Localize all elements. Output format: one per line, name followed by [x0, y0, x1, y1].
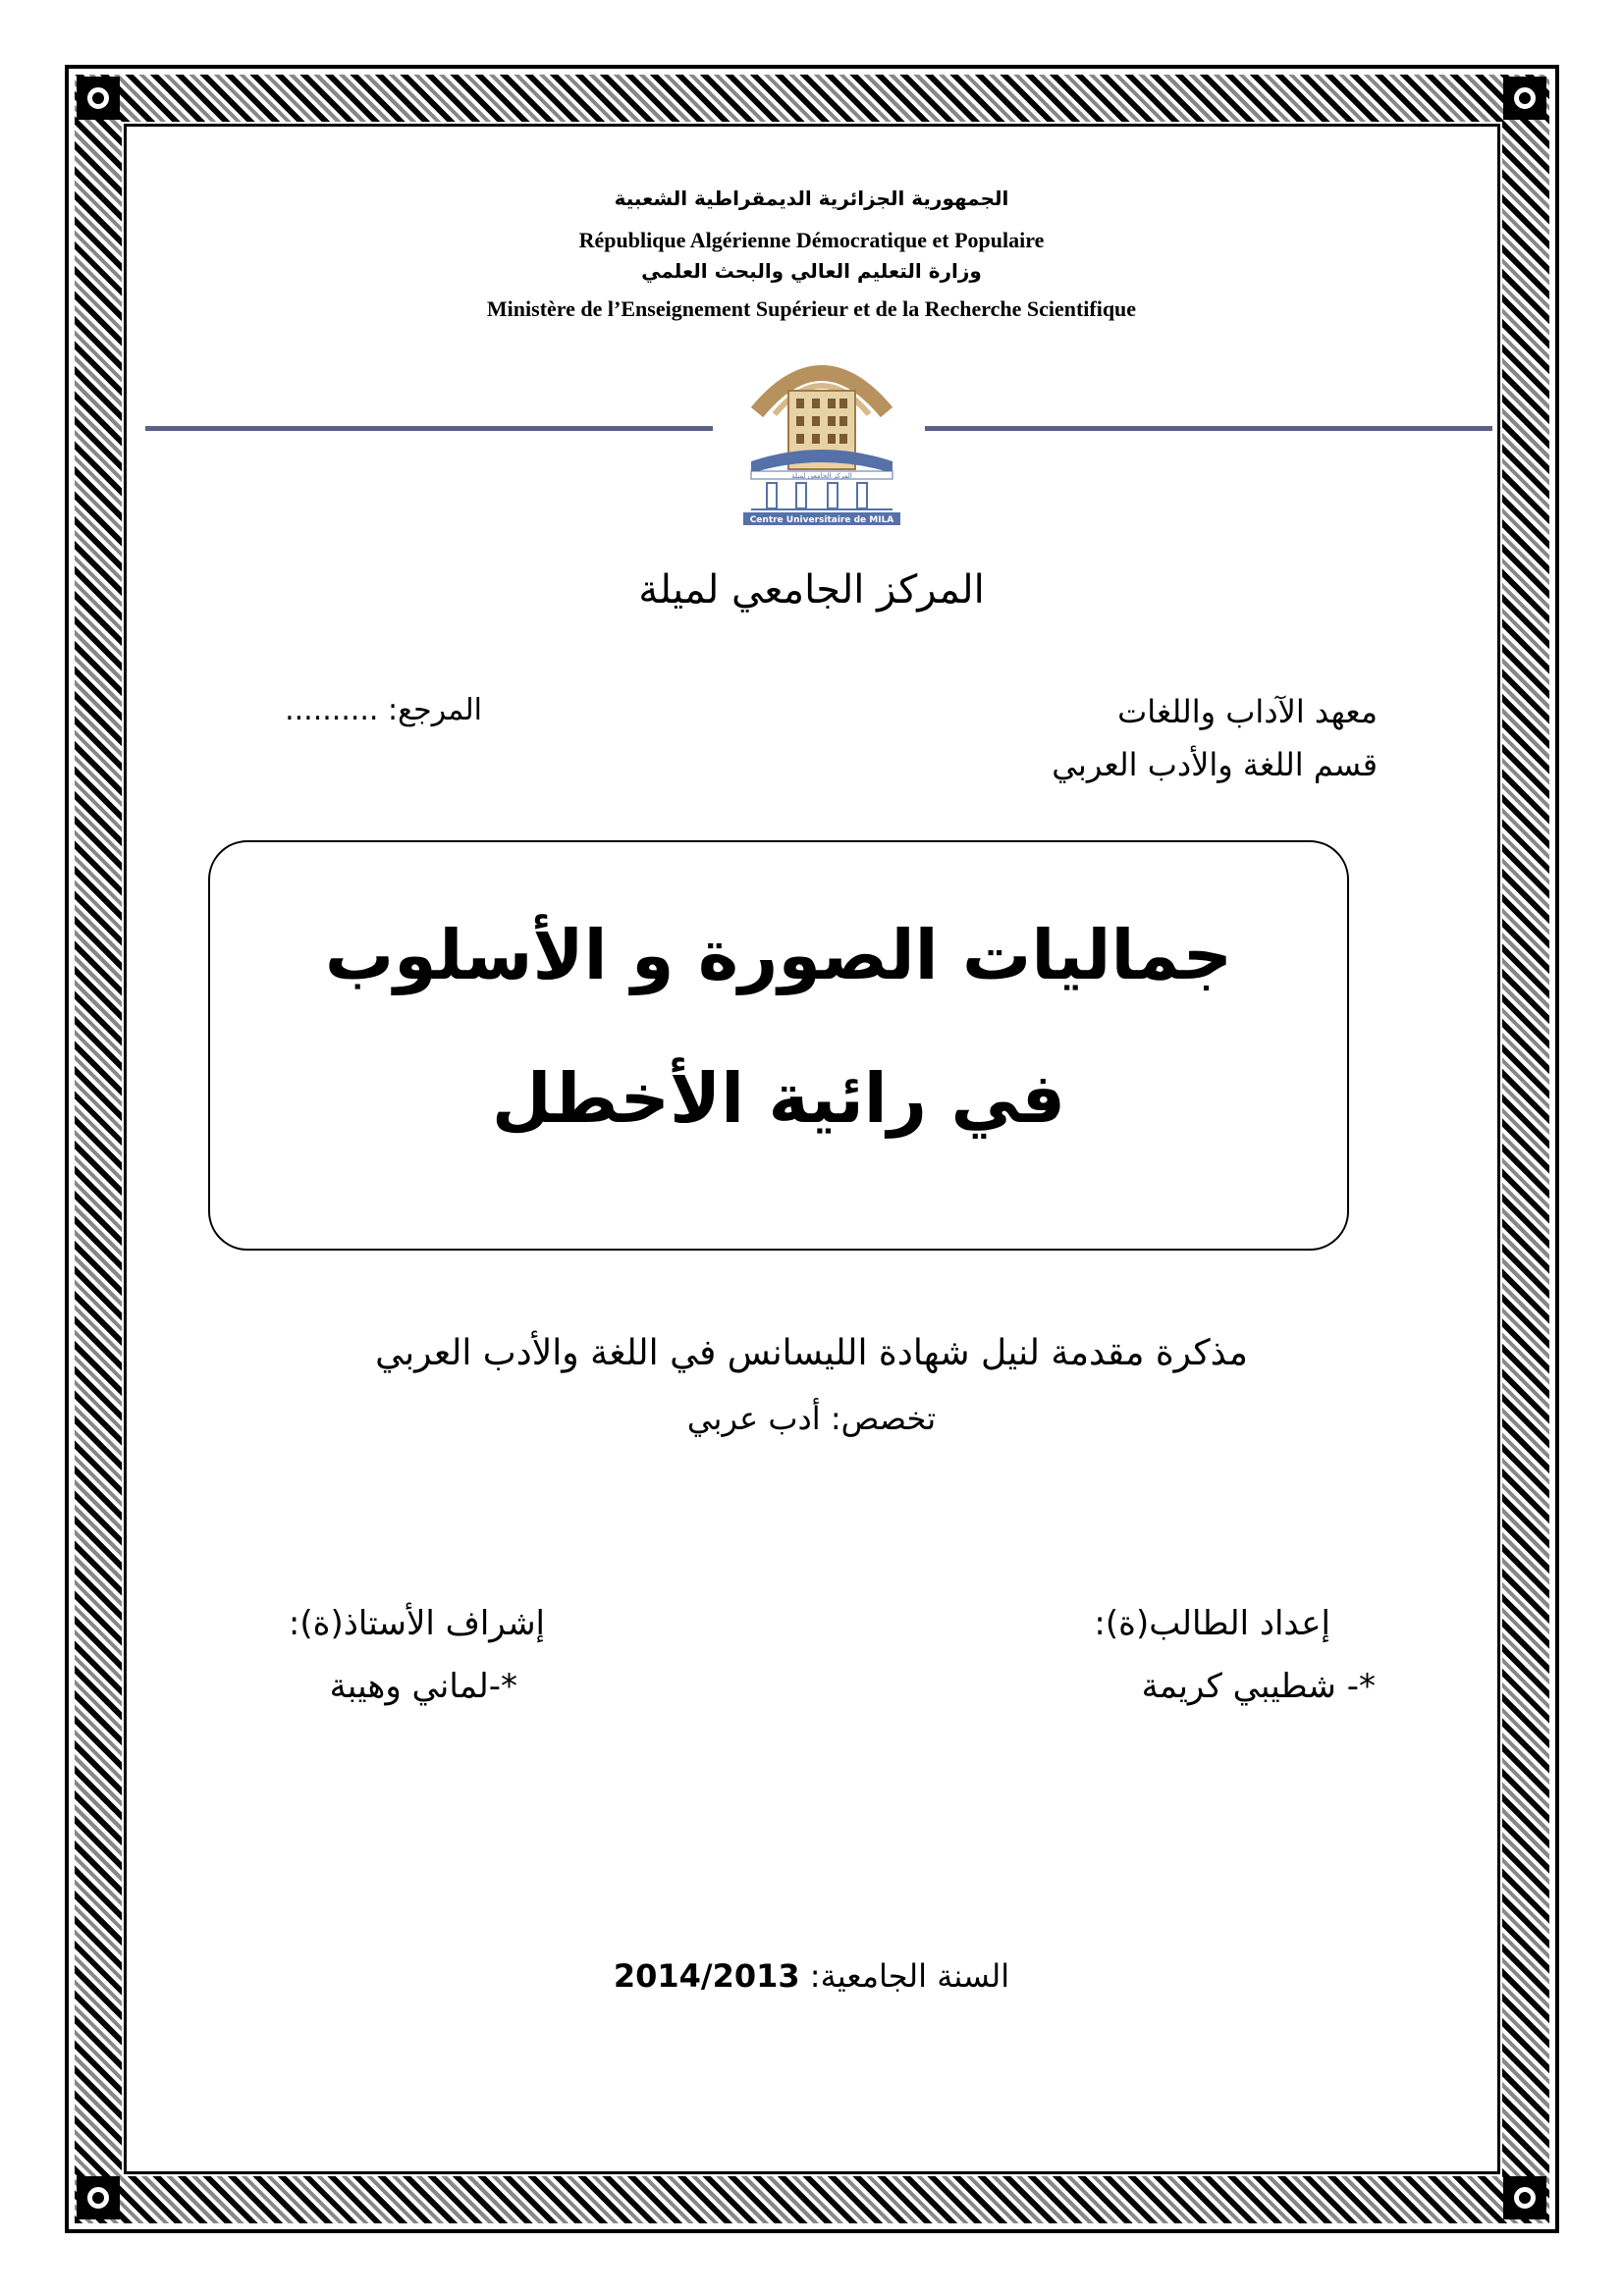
reference-field: المرجع: ..........: [285, 693, 482, 727]
logo-banner-text: المركز الجامعي لميلة: [791, 472, 852, 480]
institute-name: معهد الآداب واللغات: [1117, 693, 1378, 730]
department-name: قسم اللغة والأدب العربي: [1052, 746, 1378, 783]
university-logo: [737, 344, 906, 526]
corner-ornament-icon: [77, 2176, 120, 2219]
corner-ornament-icon: [1503, 2176, 1546, 2219]
ministry-french: Ministère de l’Enseignement Supérieur et de la Recherche Scientifique: [486, 296, 1137, 321]
corner-ornament-icon: [1503, 77, 1546, 120]
ministry-arabic: وزارة التعليم العالي والبحث العلمي: [641, 259, 982, 283]
academic-year-value: 2014/2013: [613, 1957, 800, 1995]
specialty: تخصص: أدب عربي: [686, 1400, 937, 1437]
academic-year-label: السنة الجامعية:: [809, 1957, 1010, 1995]
thesis-purpose: مذكرة مقدمة لنيل شهادة الليسانس في اللغة والأدب العربي: [375, 1333, 1248, 1373]
logo-caption: Centre Universitaire de MILA: [749, 515, 894, 525]
thesis-title-line-2: في رائية الأخطل: [491, 1058, 1066, 1139]
divider-right: [925, 426, 1492, 431]
republic-french: République Algérienne Démocratique et Populaire: [578, 228, 1045, 252]
corner-ornament-icon: [77, 77, 120, 120]
title-box: [208, 840, 1349, 1251]
university-name: المركز الجامعي لميلة: [638, 567, 985, 613]
supervisor-label: إشراف الأستاذ(ة):: [288, 1604, 545, 1643]
student-label: إعداد الطالب(ة):: [1094, 1604, 1330, 1643]
republic-arabic: الجمهورية الجزائرية الديمقراطية الشعبية: [614, 187, 1009, 210]
student-name: *- شطيبي كريمة: [1141, 1667, 1376, 1706]
academic-year: [0, 1957, 1623, 1995]
thesis-title-line-1: جماليات الصورة و الأسلوب: [324, 915, 1233, 995]
supervisor-name: *-لماني وهيبة: [329, 1667, 517, 1706]
divider-left: [145, 426, 713, 431]
